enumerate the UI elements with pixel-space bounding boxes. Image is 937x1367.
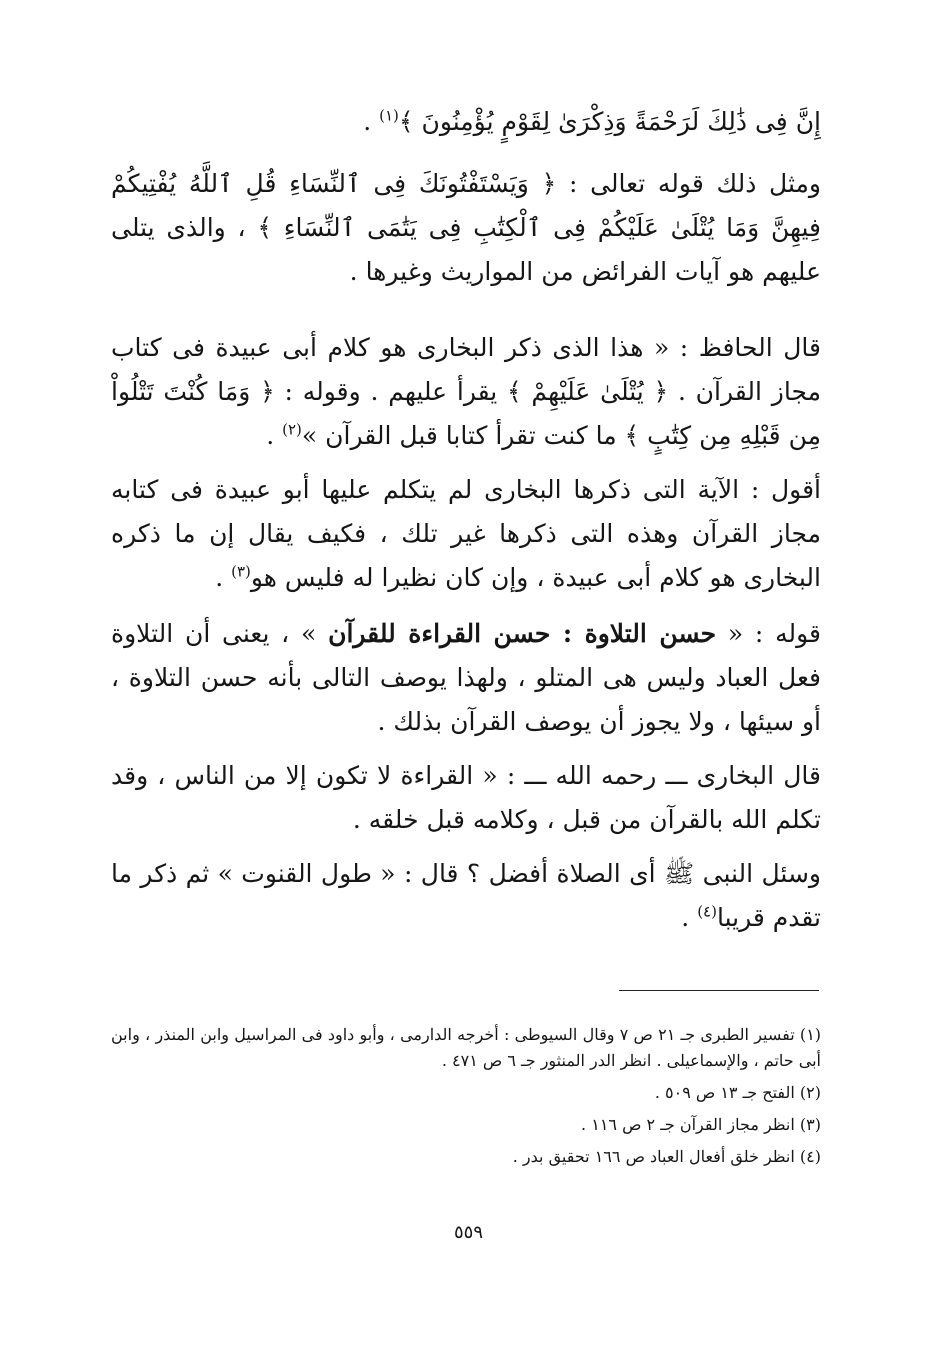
- paragraph-text: ومثل ذلك قوله تعالى : ﴿ وَيَسْتَفْتُونَكَ فِى ٱلنِّسَاءِ قُلِ ٱللَّهُ يُفْتِيكُمْ فِيهِنَّ وَمَا يُتْلَىٰ عَلَيْكُمْ فِى ٱلْكِتَٰبِ فِى يَتَٰمَى ٱلنِّسَاءِ ﴾ ، والذى يتلى عليهم هو آيات الفرائض من المواريث وغيرها .: [111, 169, 821, 286]
- main-text: [0, 100, 937, 980]
- paragraph-recitation: [111, 612, 821, 744]
- paragraph-text: قوله : «: [716, 619, 821, 648]
- paragraph-author-comment: [111, 468, 821, 600]
- footnote-separator: [619, 990, 819, 991]
- page-number: ٥٥٩: [453, 1222, 483, 1243]
- paragraph-similar-verse: [111, 162, 821, 294]
- paragraph-end: .: [363, 107, 380, 136]
- bold-phrase: حسن التلاوة : حسن القراءة للقرآن: [328, 619, 717, 648]
- footnote-2: (٢) الفتح جـ ١٣ ص ٥٠٩ .: [654, 1083, 821, 1102]
- paragraph-text: قال البخارى ـــ رحمه الله ـــ : « القراءة لا تكون إلا من الناس ، وقد تكلم الله بالقرآن من قبل ، وكلامه قبل خلقه .: [111, 761, 821, 834]
- paragraph-text-cont: » ، يعنى أن التلاوة فعل العباد وليس هى المتلو ، ولهذا يوصف التالى بأنه حسن التلاوة ، أو سيئها ، ولا يجوز أن يوصف القرآن بذلك .: [111, 619, 821, 736]
- paragraph-prophet-question: [111, 852, 821, 940]
- footnote-ref-3: (٣): [231, 562, 251, 581]
- footnote-4: (٤) انظر خلق أفعال العباد ص ١٦٦ تحقيق بدر .: [512, 1147, 821, 1166]
- paragraph-text: قال الحافظ : « هذا الذى ذكر البخارى هو كلام أبى عبيدة فى كتاب مجاز القرآن . ﴿ يُتْلَىٰ عَلَيْهِمْ ﴾ يقرأ عليهم . وقوله : ﴿ وَمَا كُنْتَ تَتْلُواْ مِن قَبْلِهِ مِن كِتَٰبٍ ﴾ ما كنت تقرأ كتابا قبل القرآن »: [111, 333, 821, 450]
- footnote-1: (١) تفسير الطبرى جـ ٢١ ص ٧ وقال السيوطى : أخرجه الدارمى ، وأبو داود فى المراسيل وابن المنذر ، وابن أبى حاتم ، والإسماعيلى . انظر الدر المنثور جـ ٦ ص ٤٧١ .: [111, 1025, 822, 1070]
- footnote-ref-4: (٤): [697, 902, 717, 921]
- paragraph-hafiz-quote: [111, 326, 821, 458]
- paragraph-verse-end: [111, 100, 821, 144]
- footnotes: [111, 1022, 821, 1176]
- footnote-ref-2: (٢): [282, 420, 302, 439]
- paragraph-text: وسئل النبى ﷺ أى الصلاة أفضل ؟ قال : « طول القنوت » ثم ذكر ما تقدم قريبا: [111, 859, 821, 932]
- paragraph-end: .: [266, 421, 283, 450]
- footnote-3: (٣) انظر مجاز القرآن جـ ٢ ص ١١٦ .: [581, 1115, 821, 1134]
- paragraph-bukhari: [111, 754, 821, 842]
- verse-text: إِنَّ فِى ذَٰلِكَ لَرَحْمَةً وَذِكْرَىٰ لِقَوْمٍ يُؤْمِنُونَ ﴾: [398, 107, 821, 136]
- paragraph-end: .: [681, 903, 698, 932]
- paragraph-end: .: [215, 563, 232, 592]
- paragraph-text: أقول : الآية التى ذكرها البخارى لم يتكلم عليها أبو عبيدة فى كتابه مجاز القرآن وهذه التى ذكرها غير تلك ، فكيف يقال إن ما ذكره البخارى هو كلام أبى عبيدة ، وإن كان نظيرا له فليس هو: [111, 475, 821, 592]
- footnote-ref-1: (١): [379, 106, 399, 125]
